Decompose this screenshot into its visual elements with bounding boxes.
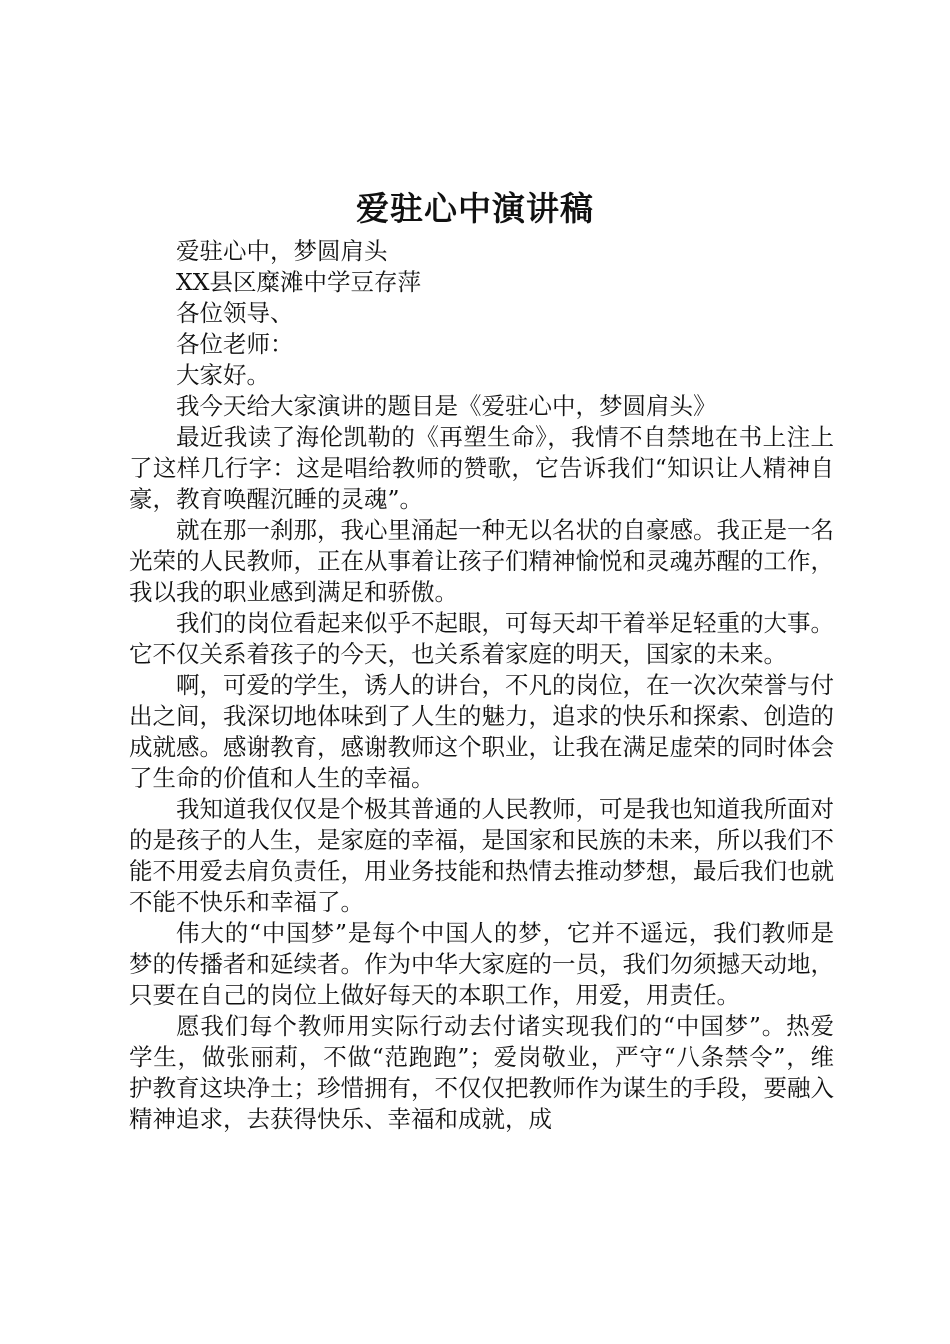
paragraph-body: 啊，可爱的学生，诱人的讲台，不凡的岗位，在一次次荣誉与付出之间，我深切地体味到了人生的魅力，追求的快乐和探索、创造的成就感。感谢教育，感谢教师这个职业，让我在满足虚荣的同时体会了生命的价值和人生的幸福。 <box>129 671 834 792</box>
paragraph-greeting-teachers: 各位老师： <box>176 330 294 358</box>
paragraph-body: 就在那一刹那，我心里涌起一种无以名状的自豪感。我正是一名光荣的人民教师，正在从事着让孩子们精神愉悦和灵魂苏醒的工作，我以我的职业感到满足和骄傲。 <box>129 516 834 606</box>
paragraph-body: 伟大的“中国梦”是每个中国人的梦，它并不遥远，我们教师是梦的传播者和延续者。作为中华大家庭的一员，我们勿须撼天动地，只要在自己的岗位上做好每天的本职工作，用爱，用责任。 <box>129 919 834 1009</box>
document-body <box>129 236 834 1135</box>
paragraph-topic: 我今天给大家演讲的题目是《爱驻心中，梦圆肩头》 <box>176 392 717 420</box>
document-title: 爱驻心中演讲稿 <box>356 189 594 228</box>
paragraph-author: XX县区糜滩中学豆存萍 <box>176 268 421 296</box>
paragraph-body: 愿我们每个教师用实际行动去付诸实现我们的“中国梦”。热爱学生，做张丽莉，不做“范跑跑”；爱岗敬业，严守“八条禁令”，维护教育这块净土；珍惜拥有，不仅仅把教师作为谋生的手段，要融入精神追求，去获得快乐、幸福和成就，成 <box>129 1012 834 1133</box>
paragraph-body: 我们的岗位看起来似乎不起眼，可每天却干着举足轻重的大事。它不仅关系着孩子的今天，也关系着家庭的明天，国家的未来。 <box>129 609 834 668</box>
paragraph-subtitle: 爱驻心中，梦圆肩头 <box>176 237 388 265</box>
paragraph-hello: 大家好。 <box>176 361 270 389</box>
paragraph-greeting-leaders: 各位领导、 <box>176 299 294 327</box>
paragraph-body: 我知道我仅仅是个极其普通的人民教师，可是我也知道我所面对的是孩子的人生，是家庭的幸福，是国家和民族的未来，所以我们不能不用爱去肩负责任，用业务技能和热情去推动梦想，最后我们也就不能不快乐和幸福了。 <box>129 795 834 916</box>
paragraph-body: 最近我读了海伦凯勒的《再塑生命》，我情不自禁地在书上注上了这样几行字：这是唱给教师的赞歌，它告诉我们“知识让人精神自豪，教育唤醒沉睡的灵魂”。 <box>129 423 834 513</box>
